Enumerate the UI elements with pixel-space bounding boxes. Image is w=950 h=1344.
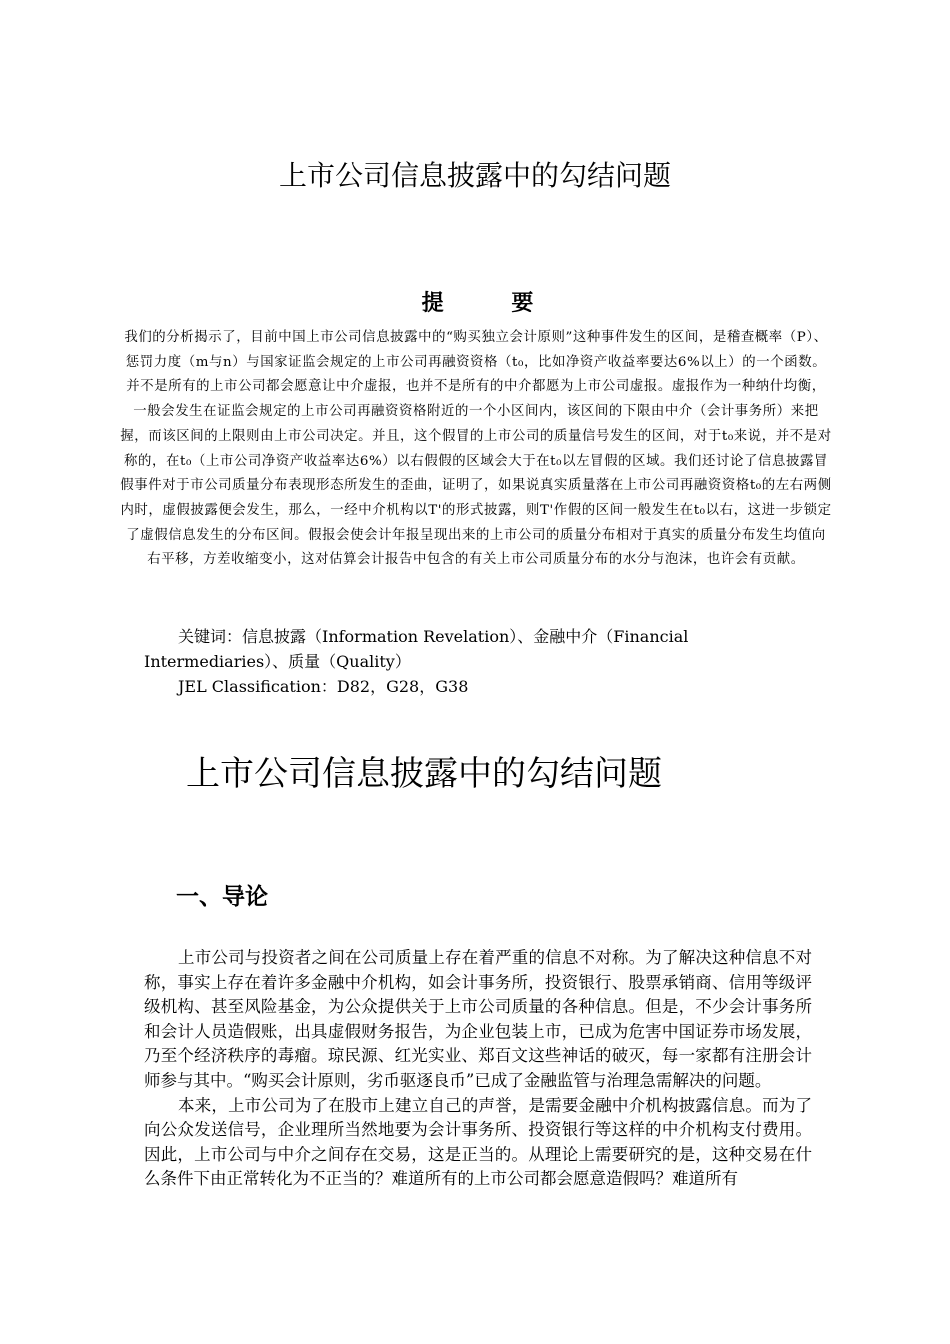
abstract-heading: 提 要: [421, 291, 564, 316]
jel-classification: JEL Classification：D82，G28，G38: [178, 677, 469, 696]
keywords: 关键词：信息披露（Information Revelation）、金融中介（Financial Intermediaries）、质量（Quality）: [144, 627, 689, 671]
paragraph: 上市公司与投资者之间在公司质量上存在着严重的信息不对称。为了解决这种信息不对称，事实上存在着许多金融中介机构，如会计事务所，投资银行、股票承销商、信用等级评级机构、甚至风险基金，为公众提供关于上市公司质量的各种信息。但是，不少会计事务所和会计人员造假账，出具虚假财务报告，为企业包装上市，已成为危害中国证券市场发展，乃至个经济秩序的毒瘤。琼民源、红光实业、郑百文这些神话的破灭，每一家都有注册会计师参与其中。“购买会计原则，劣币驱逐良币”已成了金融监管与治理急需解决的问题。: [144, 948, 812, 1090]
document-title: 上市公司信息披露中的勾结问题: [278, 159, 671, 192]
section-body: [144, 946, 812, 1192]
abstract-text: 我们的分析揭示了，目前中国上市公司信息披露中的“购买独立会计原则”这种事件发生的区间，是稽查概率（P）、惩罚力度（m与n）与国家证监会规定的上市公司再融资资格（t₀，比如净资产收益率要达6%以上）的一个函数。并不是所有的上市公司都会愿意让中介虚报，也并不是所有的中介都愿为上市公司虚报。虚报作为一种纳什均衡，一般会发生在证监会规定的上市公司再融资资格附近的一个小区间内，该区间的下限由中介（会计事务所）来把握，而该区间的上限则由上市公司决定。并且，这个假冒的上市公司的质量信号发生的区间，对于t₀来说，并不是对称的，在t₀（上市公司净资产收益率达6%）以右假假的区域会大于在t₀以左冒假的区域。我们还讨论了信息披露冒假事件对于市公司质量分布表现形态所发生的歪曲，证明了，如果说真实质量落在上市公司再融资资格t₀的左右两侧内时，虚假披露便会发生，那么，一经中介机构以T'的形式披露，则T'作假的区间一般发生在t₀以右，这进一步锁定了虚假信息发生的分布区间。假报会使会计年报呈现出来的上市公司的质量分布相对于真实的质量分布发生均值向右平移，方差收缩变小，这对估算会计报告中包含的有关上市公司质量分布的水分与泡沫，也许会有贡献。: [120, 330, 832, 568]
main-title: 上市公司信息披露中的勾结问题: [186, 754, 662, 794]
section-heading-introduction: 一、导论: [176, 884, 268, 910]
paragraph: 本来，上市公司为了在股市上建立自己的声誉，是需要金融中介机构披露信息。而为了向公众发送信号，企业理所当然地要为会计事务所、投资银行等这样的中介机构支付费用。因此，上市公司与中介之间存在交易，这是正当的。从理论上需要研究的是，这种交易在什么条件下由正常转化为不正当的？难道所有的上市公司都会愿意造假吗？难道所有: [144, 1095, 812, 1189]
